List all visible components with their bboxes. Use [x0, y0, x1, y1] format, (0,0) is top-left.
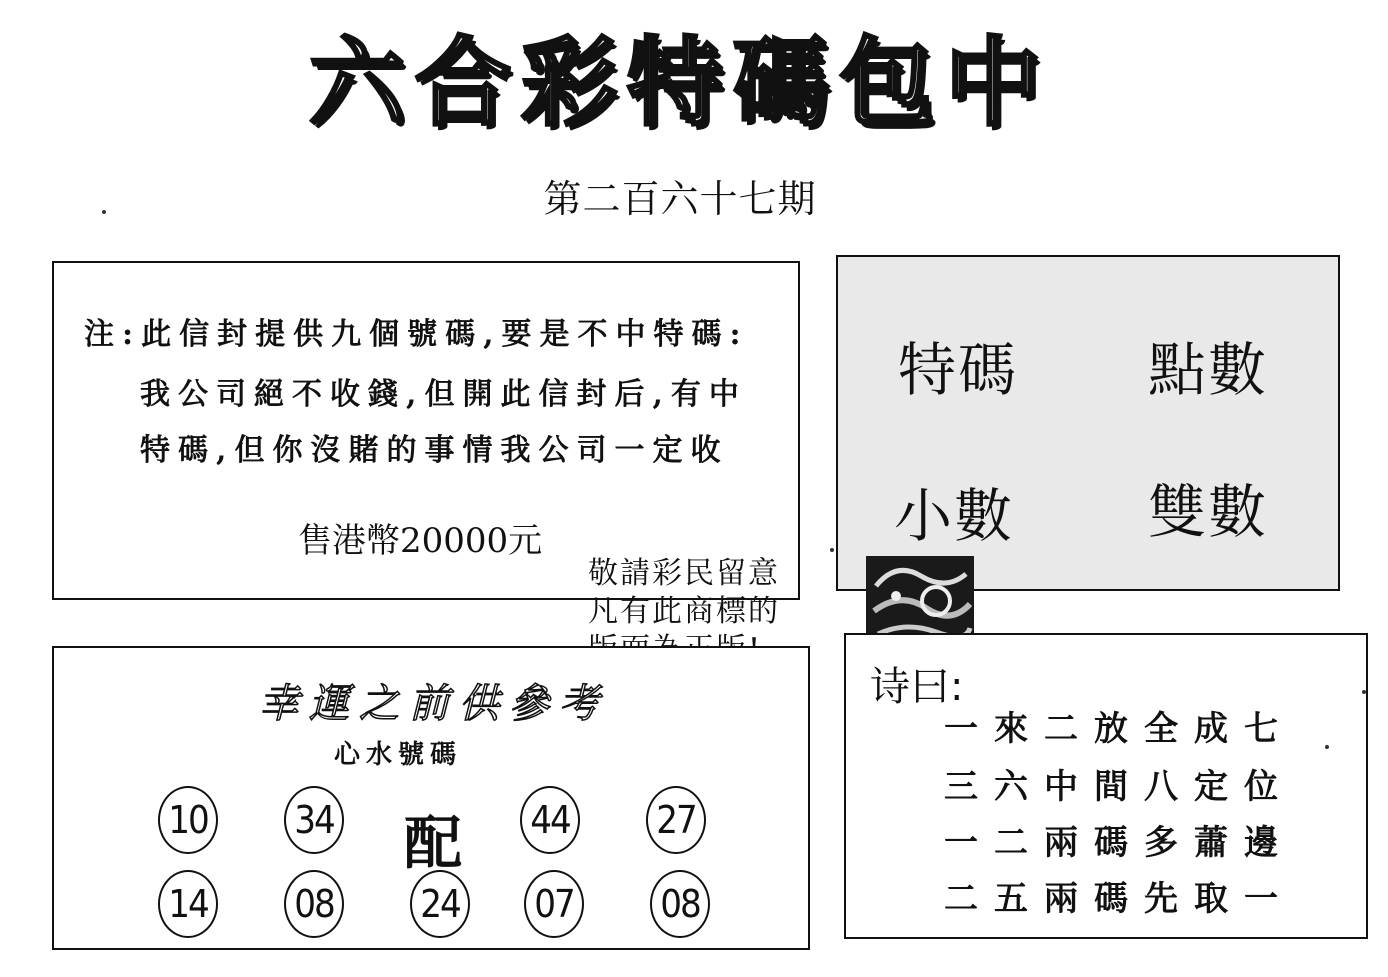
scan-speck	[1325, 745, 1329, 749]
poem-line-4: 二五兩碼先取一	[944, 879, 1294, 919]
issue-number: 第二百六十七期	[543, 177, 817, 221]
scan-speck	[102, 210, 106, 214]
poem-line-1: 一來二放全成七	[944, 709, 1294, 749]
poem-box	[844, 633, 1368, 939]
poem-title: 诗曰:	[870, 664, 964, 710]
notice-line-1: 敬請彩民留意	[588, 556, 780, 591]
bet-type-points: 點數	[1148, 336, 1269, 404]
price-text: 售港幣20000元	[298, 521, 543, 561]
poem-line-3: 一二兩碼多蕭邊	[944, 823, 1294, 863]
number-ball: 24	[410, 870, 470, 938]
bet-type-small: 小數	[894, 482, 1015, 550]
bet-type-special: 特碼	[898, 336, 1019, 404]
scan-speck	[1362, 690, 1366, 694]
note-line-2: 我公司絕不收錢,但開此信封后,有中	[140, 377, 747, 412]
pair-character: 配	[404, 809, 463, 877]
number-ball: 08	[650, 870, 710, 938]
poem-line-2: 三六中間八定位	[944, 767, 1294, 807]
note-line-3: 特碼,但你沒賭的事情我公司一定收	[140, 433, 729, 468]
lucky-subtitle: 心水號碼	[334, 740, 463, 770]
number-ball: 14	[158, 870, 218, 938]
scan-speck	[830, 548, 834, 552]
bet-types-box	[836, 255, 1340, 591]
number-ball: 08	[284, 870, 344, 938]
number-ball: 44	[520, 786, 580, 854]
number-ball: 07	[524, 870, 584, 938]
bet-type-even: 雙數	[1148, 478, 1269, 546]
note-box	[52, 261, 800, 600]
lucky-numbers-box	[52, 646, 810, 950]
number-ball: 34	[284, 786, 344, 854]
note-line-1: 注:此信封提供九個號碼,要是不中特碼:	[84, 317, 749, 352]
page-title: 六合彩特碼包中	[309, 26, 1051, 139]
notice-line-2: 凡有此商標的	[588, 594, 780, 629]
lucky-title: 幸運之前供參考	[259, 681, 609, 727]
number-ball: 10	[158, 786, 218, 854]
number-ball: 27	[646, 786, 706, 854]
